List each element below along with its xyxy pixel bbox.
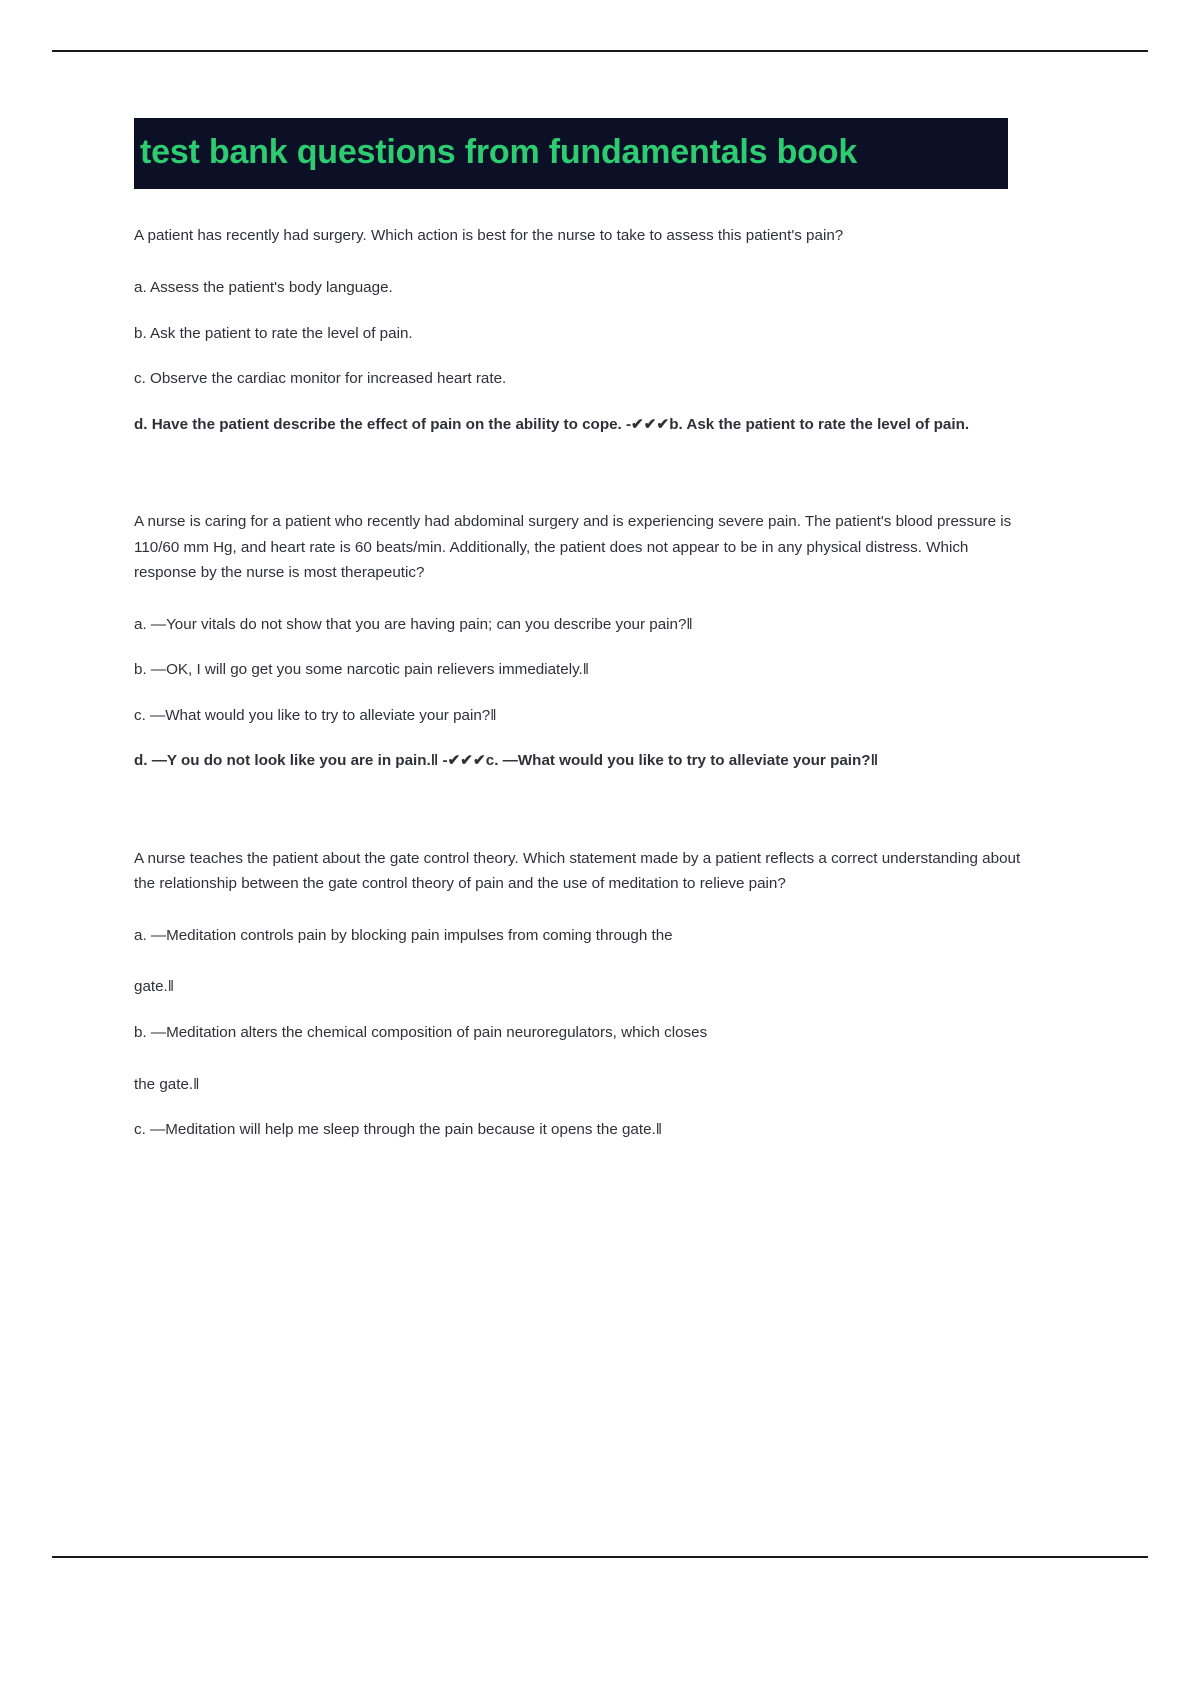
- question-stem: A nurse teaches the patient about the gate control theory. Which statement made by a patient reflects a correct understanding about the relationship between the gate control theory of pain and the use of meditation to relieve pain?: [134, 849, 1021, 893]
- answer-option-c: c. ―Meditation will help me sleep through the pain because it opens the gate.‖: [134, 1121, 663, 1139]
- answer-option-d: d. Have the patient describe the effect of pain on the ability to cope. -✔✔✔b. Ask the patient to rate the level of pain.: [134, 415, 970, 433]
- answer-option-b: b. Ask the patient to rate the level of pain.: [134, 324, 413, 342]
- page-top-divider: [52, 50, 1148, 52]
- answer-option-c: c. Observe the cardiac monitor for increased heart rate.: [134, 370, 507, 388]
- page-bottom-divider: [52, 1556, 1148, 1558]
- answer-option-a: a. ―Your vitals do not show that you are having pain; can you describe your pain?‖: [134, 615, 693, 633]
- answer-option-b: b. ―OK, I will go get you some narcotic pain relievers immediately.‖: [134, 661, 590, 679]
- answer-option-b-continued: the gate.‖: [134, 1075, 200, 1093]
- document-content: [134, 118, 1034, 1143]
- page-title: test bank questions from fundamentals book: [140, 133, 858, 171]
- answer-option-d: d. ―Y ou do not look like you are in pain.‖ -✔✔✔c. ―What would you like to try to alleviate your pain?‖: [134, 752, 879, 770]
- question-block-2: [134, 509, 1034, 774]
- answer-option-c: c. ―What would you like to try to alleviate your pain?‖: [134, 706, 497, 724]
- answer-option-b: b. ―Meditation alters the chemical composition of pain neuroregulators, which closes: [134, 1023, 708, 1041]
- question-stem: A nurse is caring for a patient who recently had abdominal surgery and is experiencing severe pain. The patient's blood pressure is 110/60 mm Hg, and heart rate is 60 beats/min. Additionally, the patient does not appear to be in any physical distress. Which response by the nurse is most therapeutic?: [134, 513, 1012, 582]
- document-title-banner: [134, 118, 1008, 189]
- answer-option-a: a. ―Meditation controls pain by blocking pain impulses from coming through the: [134, 926, 673, 944]
- answer-option-a-continued: gate.‖: [134, 978, 175, 996]
- answer-option-a: a. Assess the patient's body language.: [134, 279, 393, 296]
- question-block-1: [134, 223, 1034, 437]
- question-stem: A patient has recently had surgery. Which action is best for the nurse to take to assess this patient's pain?: [134, 227, 844, 245]
- question-block-3: [134, 846, 1034, 1143]
